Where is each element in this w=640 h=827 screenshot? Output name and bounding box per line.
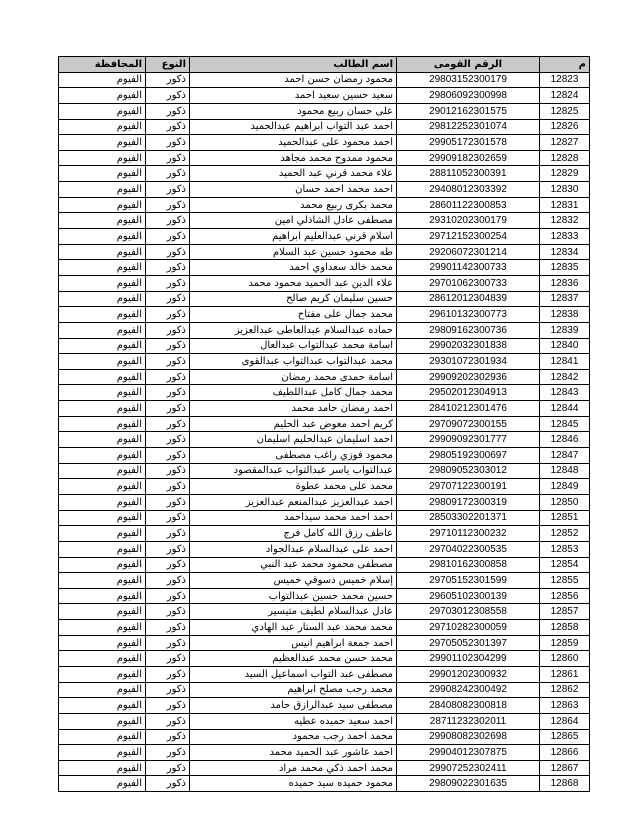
cell-index: 12830: [540, 182, 590, 198]
table-row: [59, 150, 590, 166]
table-body: [59, 72, 590, 791]
cell-gender: ذكور: [146, 275, 190, 291]
cell-gender: ذكور: [146, 760, 190, 776]
cell-governorate: الفيوم: [59, 432, 146, 448]
cell-index: 12827: [540, 135, 590, 151]
cell-national-id: 29704022300535: [397, 541, 540, 557]
cell-student-name: حماده عبدالسلام عبدالعاطى عبدالعزيز: [190, 322, 397, 338]
cell-gender: ذكور: [146, 150, 190, 166]
cell-index: 12863: [540, 698, 590, 714]
cell-governorate: الفيوم: [59, 244, 146, 260]
cell-student-name: احمد اسليمان عبدالحليم اسليمان: [190, 432, 397, 448]
cell-gender: ذكور: [146, 307, 190, 323]
table-row: [59, 510, 590, 526]
cell-national-id: 29909092301777: [397, 432, 540, 448]
cell-index: 12844: [540, 401, 590, 417]
cell-governorate: الفيوم: [59, 448, 146, 464]
table-row: [59, 416, 590, 432]
cell-national-id: 29809172300319: [397, 494, 540, 510]
cell-student-name: مصطفى عادل الشاذلي امين: [190, 213, 397, 229]
cell-student-name: حسين سليمان كريم صالح: [190, 291, 397, 307]
cell-governorate: الفيوم: [59, 275, 146, 291]
table-row: [59, 275, 590, 291]
cell-governorate: الفيوم: [59, 494, 146, 510]
cell-governorate: الفيوم: [59, 666, 146, 682]
cell-governorate: الفيوم: [59, 103, 146, 119]
cell-index: 12834: [540, 244, 590, 260]
cell-governorate: الفيوم: [59, 463, 146, 479]
cell-student-name: سعيد حسين سعيد احمد: [190, 88, 397, 104]
cell-national-id: 28503302201371: [397, 510, 540, 526]
cell-gender: ذكور: [146, 401, 190, 417]
cell-governorate: الفيوم: [59, 72, 146, 88]
cell-governorate: الفيوم: [59, 698, 146, 714]
table-row: [59, 666, 590, 682]
cell-national-id: 28612012304839: [397, 291, 540, 307]
cell-governorate: الفيوم: [59, 338, 146, 354]
cell-national-id: 29705152301599: [397, 573, 540, 589]
cell-gender: ذكور: [146, 463, 190, 479]
cell-national-id: 29206072301214: [397, 244, 540, 260]
table-row: [59, 354, 590, 370]
cell-student-name: إسلام خميس دسوقي خميس: [190, 573, 397, 589]
cell-gender: ذكور: [146, 244, 190, 260]
table-row: [59, 541, 590, 557]
cell-index: 12852: [540, 526, 590, 542]
cell-governorate: الفيوم: [59, 182, 146, 198]
cell-national-id: 29805192300697: [397, 448, 540, 464]
cell-student-name: اسامة حمدى محمد رمضان: [190, 369, 397, 385]
cell-national-id: 29909182302659: [397, 150, 540, 166]
cell-gender: ذكور: [146, 541, 190, 557]
table-row: [59, 651, 590, 667]
header-governorate: المحافظة: [59, 57, 146, 73]
cell-national-id: 29709072300155: [397, 416, 540, 432]
cell-student-name: عبدالتواب ياسر عبدالتواب عبدالمقصود: [190, 463, 397, 479]
cell-index: 12868: [540, 776, 590, 792]
cell-gender: ذكور: [146, 494, 190, 510]
cell-gender: ذكور: [146, 432, 190, 448]
table-row: [59, 385, 590, 401]
cell-index: 12839: [540, 322, 590, 338]
cell-governorate: الفيوم: [59, 682, 146, 698]
cell-governorate: الفيوم: [59, 369, 146, 385]
cell-governorate: الفيوم: [59, 557, 146, 573]
cell-index: 12832: [540, 213, 590, 229]
cell-governorate: الفيوم: [59, 713, 146, 729]
cell-national-id: 28811052300391: [397, 166, 540, 182]
cell-national-id: 28711232302011: [397, 713, 540, 729]
cell-student-name: مصطفى عبد التواب اسماعيل السيد: [190, 666, 397, 682]
cell-national-id: 29806092300998: [397, 88, 540, 104]
cell-governorate: الفيوم: [59, 119, 146, 135]
cell-index: 12855: [540, 573, 590, 589]
cell-student-name: محمد بكرى ربيع محمد: [190, 197, 397, 213]
cell-national-id: 29701062300733: [397, 275, 540, 291]
cell-governorate: الفيوم: [59, 510, 146, 526]
cell-gender: ذكور: [146, 588, 190, 604]
cell-student-name: احمد عبدالعزيز عبدالمنعم عبدالعزيز: [190, 494, 397, 510]
cell-national-id: 29907252302411: [397, 760, 540, 776]
cell-index: 12851: [540, 510, 590, 526]
cell-national-id: 29610132300773: [397, 307, 540, 323]
cell-national-id: 29703012308558: [397, 604, 540, 620]
cell-national-id: 29710282300059: [397, 620, 540, 636]
cell-index: 12867: [540, 760, 590, 776]
cell-governorate: الفيوم: [59, 197, 146, 213]
table-row: [59, 369, 590, 385]
cell-national-id: 29502012304913: [397, 385, 540, 401]
cell-gender: ذكور: [146, 620, 190, 636]
cell-gender: ذكور: [146, 713, 190, 729]
cell-index: 12831: [540, 197, 590, 213]
cell-index: 12833: [540, 229, 590, 245]
cell-national-id: 29901142300733: [397, 260, 540, 276]
cell-governorate: الفيوم: [59, 385, 146, 401]
cell-student-name: محمد على محمد عطوة: [190, 479, 397, 495]
cell-student-name: احمد جمعة ابراهيم انيس: [190, 635, 397, 651]
cell-national-id: 29707122300191: [397, 479, 540, 495]
cell-student-name: احمد عبد التواب ابراهيم عبدالحميد: [190, 119, 397, 135]
cell-national-id: 29901202300932: [397, 666, 540, 682]
cell-governorate: الفيوم: [59, 88, 146, 104]
cell-student-name: محمد خالد سعداوي احمد: [190, 260, 397, 276]
cell-gender: ذكور: [146, 651, 190, 667]
cell-student-name: محمد رجب مصلح ابراهيم: [190, 682, 397, 698]
cell-governorate: الفيوم: [59, 260, 146, 276]
table-row: [59, 776, 590, 792]
cell-governorate: الفيوم: [59, 354, 146, 370]
cell-student-name: علاء الدين عبد الحميد محمود محمد: [190, 275, 397, 291]
cell-student-name: محمد جمال على مفتاح: [190, 307, 397, 323]
cell-index: 12866: [540, 745, 590, 761]
cell-index: 12826: [540, 119, 590, 135]
cell-governorate: الفيوم: [59, 526, 146, 542]
cell-gender: ذكور: [146, 729, 190, 745]
cell-index: 12823: [540, 72, 590, 88]
table-row: [59, 182, 590, 198]
cell-index: 12857: [540, 604, 590, 620]
table-row: [59, 604, 590, 620]
header-row: [59, 57, 590, 73]
cell-national-id: 29712152300254: [397, 229, 540, 245]
table-row: [59, 244, 590, 260]
cell-gender: ذكور: [146, 103, 190, 119]
cell-student-name: عادل عبدالسلام لطيف متيسير: [190, 604, 397, 620]
cell-student-name: طه محمود حسين عبد السلام: [190, 244, 397, 260]
cell-student-name: محمد جمال كامل عبداللطيف: [190, 385, 397, 401]
cell-national-id: 28601122300853: [397, 197, 540, 213]
table-row: [59, 260, 590, 276]
cell-index: 12825: [540, 103, 590, 119]
cell-governorate: الفيوم: [59, 307, 146, 323]
cell-index: 12843: [540, 385, 590, 401]
cell-national-id: 29408012303392: [397, 182, 540, 198]
cell-governorate: الفيوم: [59, 135, 146, 151]
cell-gender: ذكور: [146, 510, 190, 526]
cell-gender: ذكور: [146, 166, 190, 182]
cell-student-name: مصطفى محمود محمد عبد النبي: [190, 557, 397, 573]
cell-governorate: الفيوم: [59, 729, 146, 745]
cell-gender: ذكور: [146, 338, 190, 354]
cell-governorate: الفيوم: [59, 322, 146, 338]
cell-national-id: 29810162300858: [397, 557, 540, 573]
table-row: [59, 635, 590, 651]
cell-index: 12862: [540, 682, 590, 698]
table-row: [59, 291, 590, 307]
cell-gender: ذكور: [146, 666, 190, 682]
cell-governorate: الفيوم: [59, 745, 146, 761]
cell-governorate: الفيوم: [59, 479, 146, 495]
cell-index: 12861: [540, 666, 590, 682]
cell-national-id: 29908242300492: [397, 682, 540, 698]
header-index: م: [540, 57, 590, 73]
table-row: [59, 745, 590, 761]
cell-gender: ذكور: [146, 682, 190, 698]
cell-gender: ذكور: [146, 119, 190, 135]
cell-governorate: الفيوم: [59, 213, 146, 229]
cell-index: 12864: [540, 713, 590, 729]
cell-student-name: محمد احمد رجب محمود: [190, 729, 397, 745]
cell-gender: ذكور: [146, 416, 190, 432]
table-row: [59, 322, 590, 338]
cell-governorate: الفيوم: [59, 651, 146, 667]
cell-gender: ذكور: [146, 479, 190, 495]
student-list-sheet: [58, 56, 589, 792]
cell-student-name: محمد محمد عبد الستار عبد الهادي: [190, 620, 397, 636]
header-student-name: اسم الطالب: [190, 57, 397, 73]
cell-gender: ذكور: [146, 135, 190, 151]
cell-governorate: الفيوم: [59, 150, 146, 166]
cell-gender: ذكور: [146, 291, 190, 307]
cell-student-name: احمد محمد احمد حسان: [190, 182, 397, 198]
cell-national-id: 28410212301476: [397, 401, 540, 417]
cell-governorate: الفيوم: [59, 635, 146, 651]
table-row: [59, 166, 590, 182]
cell-student-name: عاطف رزق الله كامل فرج: [190, 526, 397, 542]
cell-index: 12838: [540, 307, 590, 323]
cell-student-name: محمود فوزي راغب مصطفى: [190, 448, 397, 464]
table-row: [59, 448, 590, 464]
cell-national-id: 28408082300818: [397, 698, 540, 714]
table-row: [59, 682, 590, 698]
table-row: [59, 729, 590, 745]
cell-student-name: محمد عبدالتواب عبدالتواب عبدالقوى: [190, 354, 397, 370]
cell-national-id: 29902032301838: [397, 338, 540, 354]
cell-governorate: الفيوم: [59, 166, 146, 182]
table-row: [59, 432, 590, 448]
cell-student-name: اسلام قرني عبدالعليم ابراهيم: [190, 229, 397, 245]
cell-gender: ذكور: [146, 260, 190, 276]
cell-gender: ذكور: [146, 369, 190, 385]
cell-student-name: محمود ممدوح محمد مجاهد: [190, 150, 397, 166]
cell-index: 12836: [540, 275, 590, 291]
cell-student-name: احمد رمضان حامد محمد: [190, 401, 397, 417]
cell-index: 12828: [540, 150, 590, 166]
cell-index: 12846: [540, 432, 590, 448]
cell-governorate: الفيوم: [59, 604, 146, 620]
cell-index: 12845: [540, 416, 590, 432]
cell-national-id: 29605102300139: [397, 588, 540, 604]
cell-national-id: 29809022301635: [397, 776, 540, 792]
cell-gender: ذكور: [146, 197, 190, 213]
cell-gender: ذكور: [146, 448, 190, 464]
cell-student-name: محمد حسن محمد عبدالعظيم: [190, 651, 397, 667]
cell-national-id: 29809162300736: [397, 322, 540, 338]
table-row: [59, 713, 590, 729]
cell-national-id: 29803152300179: [397, 72, 540, 88]
cell-index: 12859: [540, 635, 590, 651]
cell-governorate: الفيوم: [59, 291, 146, 307]
table-row: [59, 557, 590, 573]
table-row: [59, 401, 590, 417]
cell-student-name: محمود حميده سيد حميده: [190, 776, 397, 792]
cell-index: 12824: [540, 88, 590, 104]
table-row: [59, 494, 590, 510]
cell-index: 12860: [540, 651, 590, 667]
table-row: [59, 119, 590, 135]
cell-governorate: الفيوم: [59, 588, 146, 604]
cell-index: 12865: [540, 729, 590, 745]
cell-national-id: 29905172301578: [397, 135, 540, 151]
cell-gender: ذكور: [146, 354, 190, 370]
table-row: [59, 479, 590, 495]
cell-student-name: احمد احمد محمد سيداحمد: [190, 510, 397, 526]
cell-national-id: 29809052303012: [397, 463, 540, 479]
students-table: [58, 56, 590, 792]
table-row: [59, 229, 590, 245]
table-row: [59, 135, 590, 151]
cell-gender: ذكور: [146, 72, 190, 88]
cell-gender: ذكور: [146, 322, 190, 338]
cell-governorate: الفيوم: [59, 229, 146, 245]
cell-index: 12854: [540, 557, 590, 573]
table-row: [59, 103, 590, 119]
table-row: [59, 573, 590, 589]
table-row: [59, 72, 590, 88]
table-row: [59, 213, 590, 229]
cell-gender: ذكور: [146, 573, 190, 589]
table-row: [59, 463, 590, 479]
cell-governorate: الفيوم: [59, 416, 146, 432]
cell-index: 12847: [540, 448, 590, 464]
cell-student-name: حسين محمد حسين عبدالتواب: [190, 588, 397, 604]
cell-gender: ذكور: [146, 385, 190, 401]
table-row: [59, 307, 590, 323]
cell-index: 12840: [540, 338, 590, 354]
cell-index: 12835: [540, 260, 590, 276]
cell-index: 12837: [540, 291, 590, 307]
cell-index: 12856: [540, 588, 590, 604]
table-row: [59, 620, 590, 636]
cell-governorate: الفيوم: [59, 776, 146, 792]
cell-gender: ذكور: [146, 526, 190, 542]
table-row: [59, 88, 590, 104]
cell-national-id: 29901102304299: [397, 651, 540, 667]
table-row: [59, 197, 590, 213]
cell-gender: ذكور: [146, 745, 190, 761]
cell-student-name: احمد سعيد حميده عطيه: [190, 713, 397, 729]
cell-gender: ذكور: [146, 635, 190, 651]
cell-national-id: 29904012307875: [397, 745, 540, 761]
cell-index: 12829: [540, 166, 590, 182]
cell-national-id: 29908082302698: [397, 729, 540, 745]
cell-index: 12853: [540, 541, 590, 557]
table-row: [59, 698, 590, 714]
table-header: [59, 57, 590, 73]
cell-governorate: الفيوم: [59, 401, 146, 417]
cell-gender: ذكور: [146, 698, 190, 714]
cell-national-id: 29705052301397: [397, 635, 540, 651]
cell-gender: ذكور: [146, 229, 190, 245]
cell-student-name: اسامة محمد عبدالتواب عبدالعال: [190, 338, 397, 354]
cell-index: 12850: [540, 494, 590, 510]
cell-national-id: 29012162301575: [397, 103, 540, 119]
cell-index: 12842: [540, 369, 590, 385]
cell-gender: ذكور: [146, 88, 190, 104]
cell-gender: ذكور: [146, 213, 190, 229]
table-row: [59, 588, 590, 604]
cell-gender: ذكور: [146, 557, 190, 573]
cell-student-name: احمد محمود على عبدالحميد: [190, 135, 397, 151]
table-row: [59, 526, 590, 542]
header-national-id: الرقم القومى: [397, 57, 540, 73]
cell-index: 12841: [540, 354, 590, 370]
cell-index: 12848: [540, 463, 590, 479]
cell-national-id: 29310202300179: [397, 213, 540, 229]
cell-student-name: محمود رمضان حسن احمد: [190, 72, 397, 88]
cell-gender: ذكور: [146, 182, 190, 198]
cell-student-name: على حسان ربيع محمود: [190, 103, 397, 119]
cell-governorate: الفيوم: [59, 573, 146, 589]
cell-governorate: الفيوم: [59, 760, 146, 776]
cell-student-name: كريم احمد معوض عبد الحليم: [190, 416, 397, 432]
cell-student-name: محمد احمد ذكي محمد مراد: [190, 760, 397, 776]
cell-student-name: احمد عاشور عبد الحميد محمد: [190, 745, 397, 761]
cell-student-name: مصطفى سيد عبدالرازق حامد: [190, 698, 397, 714]
table-row: [59, 338, 590, 354]
cell-index: 12858: [540, 620, 590, 636]
table-row: [59, 760, 590, 776]
cell-national-id: 29301072301934: [397, 354, 540, 370]
cell-governorate: الفيوم: [59, 541, 146, 557]
cell-gender: ذكور: [146, 776, 190, 792]
cell-student-name: علاء محمد قرني عبد الحميد: [190, 166, 397, 182]
cell-gender: ذكور: [146, 604, 190, 620]
cell-student-name: احمد على عبدالسلام عبدالجواد: [190, 541, 397, 557]
cell-governorate: الفيوم: [59, 620, 146, 636]
cell-index: 12849: [540, 479, 590, 495]
cell-national-id: 29812252301074: [397, 119, 540, 135]
header-gender: النوع: [146, 57, 190, 73]
cell-national-id: 29909202302936: [397, 369, 540, 385]
cell-national-id: 29710112300232: [397, 526, 540, 542]
